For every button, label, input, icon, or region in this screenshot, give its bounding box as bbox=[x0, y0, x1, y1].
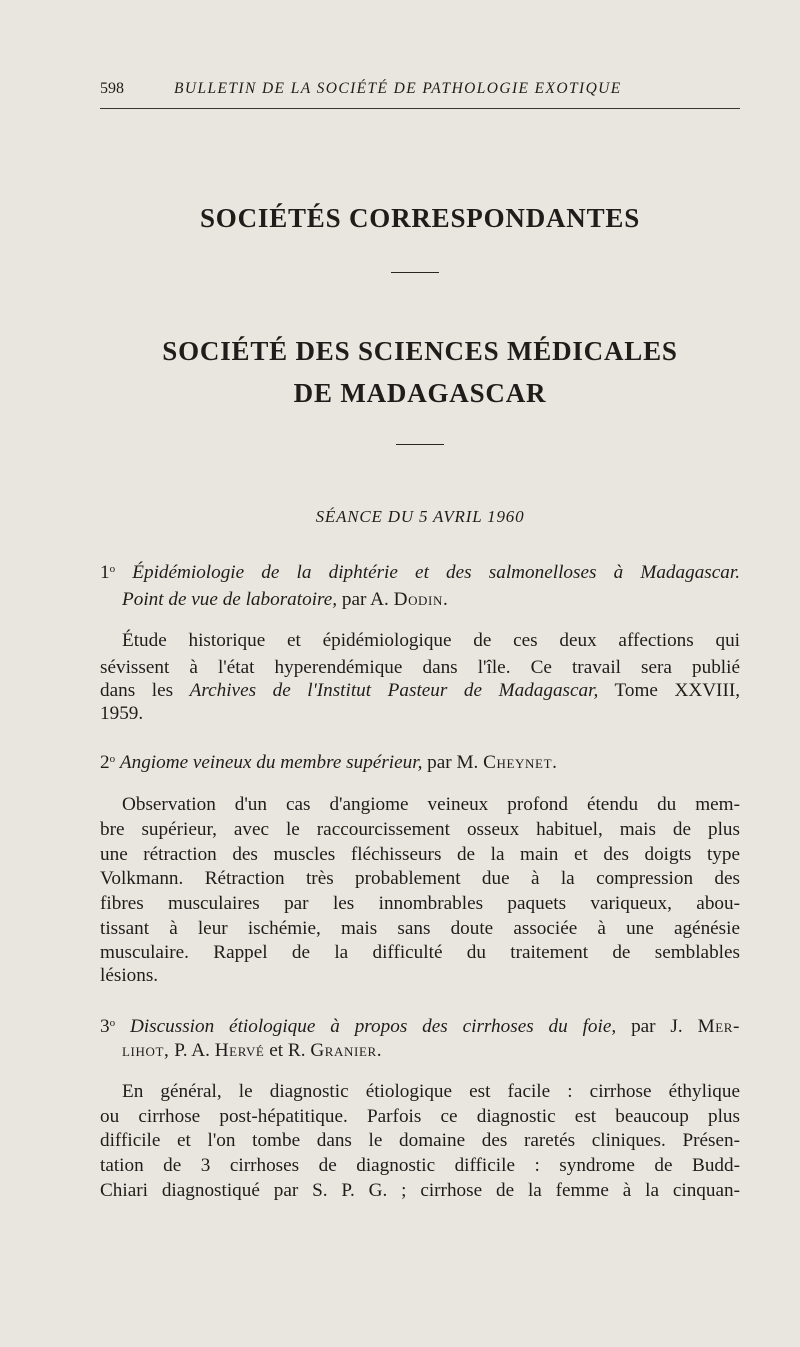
item-number-ordinal: o bbox=[109, 563, 116, 575]
society-title-line-2: DE MADAGASCAR bbox=[293, 378, 547, 408]
item-number: 1 bbox=[100, 562, 110, 583]
item-2-body-line: Volkmann. Rétraction très probablement due à la compression des bbox=[100, 868, 740, 889]
journal-reference: Archives de l'Institut Pasteur de Madagascar, bbox=[189, 680, 599, 701]
item-1-body-line: 1959. bbox=[100, 703, 144, 724]
item-title: Discussion étiologique à propos des cirrhoses du foie, bbox=[129, 1016, 617, 1037]
divider-rule bbox=[391, 272, 439, 273]
item-title: Épidémiologie de la diphtérie et des salmonelloses à Madagascar. bbox=[132, 562, 740, 583]
running-header bbox=[100, 78, 740, 109]
society-title-line-1: SOCIÉTÉ DES SCIENCES MÉDICALES bbox=[162, 336, 678, 366]
item-3-body-line: En général, le diagnostic étiologique est facile : cirrhose éthylique bbox=[122, 1081, 740, 1102]
item-number: 3 bbox=[100, 1016, 110, 1037]
item-author: Mer- bbox=[697, 1016, 741, 1037]
item-2-body-line: musculaire. Rappel de la difficulté du traitement de semblables bbox=[100, 942, 740, 963]
item-author: Granier. bbox=[310, 1040, 383, 1061]
item-1-body-line bbox=[100, 681, 740, 700]
item-initials: P. A. bbox=[174, 1040, 210, 1061]
item-1-title-line-2 bbox=[122, 590, 448, 609]
item-3-body-line: Chiari diagnostiqué par S. P. G. ; cirrhose de la femme à la cinquan- bbox=[100, 1180, 740, 1201]
item-author: Dodin. bbox=[393, 589, 449, 610]
item-by: par J. bbox=[631, 1016, 683, 1037]
divider-rule bbox=[396, 444, 444, 445]
page-number: 598 bbox=[100, 80, 124, 97]
body-text: dans les bbox=[100, 680, 174, 701]
item-1-body-line: sévissent à l'état hyperendémique dans l'île. Ce travail sera publié bbox=[100, 657, 740, 678]
item-3-body-line: difficile et l'on tombe dans le domaine des raretés cliniques. Présen- bbox=[100, 1130, 740, 1151]
item-3-title-line-2 bbox=[122, 1041, 382, 1060]
body-text: Tome XXVIII, bbox=[614, 680, 741, 701]
item-2-title-line bbox=[100, 753, 558, 772]
item-1-body-line: Étude historique et épidémiologique de ces deux affections qui bbox=[122, 630, 740, 651]
item-2-body-line: fibres musculaires par les innombrables paquets variqueux, abou- bbox=[100, 893, 740, 914]
section-title: SOCIÉTÉS CORRESPONDANTES bbox=[199, 203, 641, 233]
item-2-body-line: Observation d'un cas d'angiome veineux profond étendu du mem- bbox=[122, 794, 740, 815]
journal-title: BULLETIN DE LA SOCIÉTÉ DE PATHOLOGIE EXOTIQUE bbox=[174, 80, 622, 97]
item-1-title-line-1 bbox=[100, 563, 740, 582]
item-number-ordinal: o bbox=[109, 753, 116, 765]
item-3-body-line: ou cirrhose post-hépatitique. Parfois ce diagnostic est beaucoup plus bbox=[100, 1106, 740, 1127]
item-2-body-line: bre supérieur, avec le raccourcissement osseux habituel, mais de plus bbox=[100, 819, 740, 840]
item-3-body-line: tation de 3 cirrhoses de diagnostic difficile : syndrome de Budd- bbox=[100, 1155, 740, 1176]
item-author: lihot, bbox=[122, 1040, 170, 1061]
item-2-body-line: lésions. bbox=[100, 965, 159, 986]
item-title: Angiome veineux du membre supérieur, bbox=[119, 752, 423, 773]
item-2-body-line: une rétraction des muscles fléchisseurs de la main et des doigts type bbox=[100, 844, 740, 865]
item-number-ordinal: o bbox=[109, 1017, 116, 1029]
item-number: 2 bbox=[100, 752, 110, 773]
item-title: Point de vue de laboratoire, bbox=[122, 589, 338, 610]
item-2-body-line: tissant à leur ischémie, mais sans doute associée à une agénésie bbox=[100, 918, 740, 939]
item-author: Hervé bbox=[214, 1040, 265, 1061]
session-heading: SÉANCE DU 5 AVRIL 1960 bbox=[315, 507, 525, 526]
item-by: par A. bbox=[341, 589, 389, 610]
item-author: Cheynet. bbox=[483, 752, 558, 773]
item-conjunction: et R. bbox=[269, 1040, 306, 1061]
item-by: par M. bbox=[427, 752, 479, 773]
item-3-title-line-1 bbox=[100, 1017, 740, 1036]
